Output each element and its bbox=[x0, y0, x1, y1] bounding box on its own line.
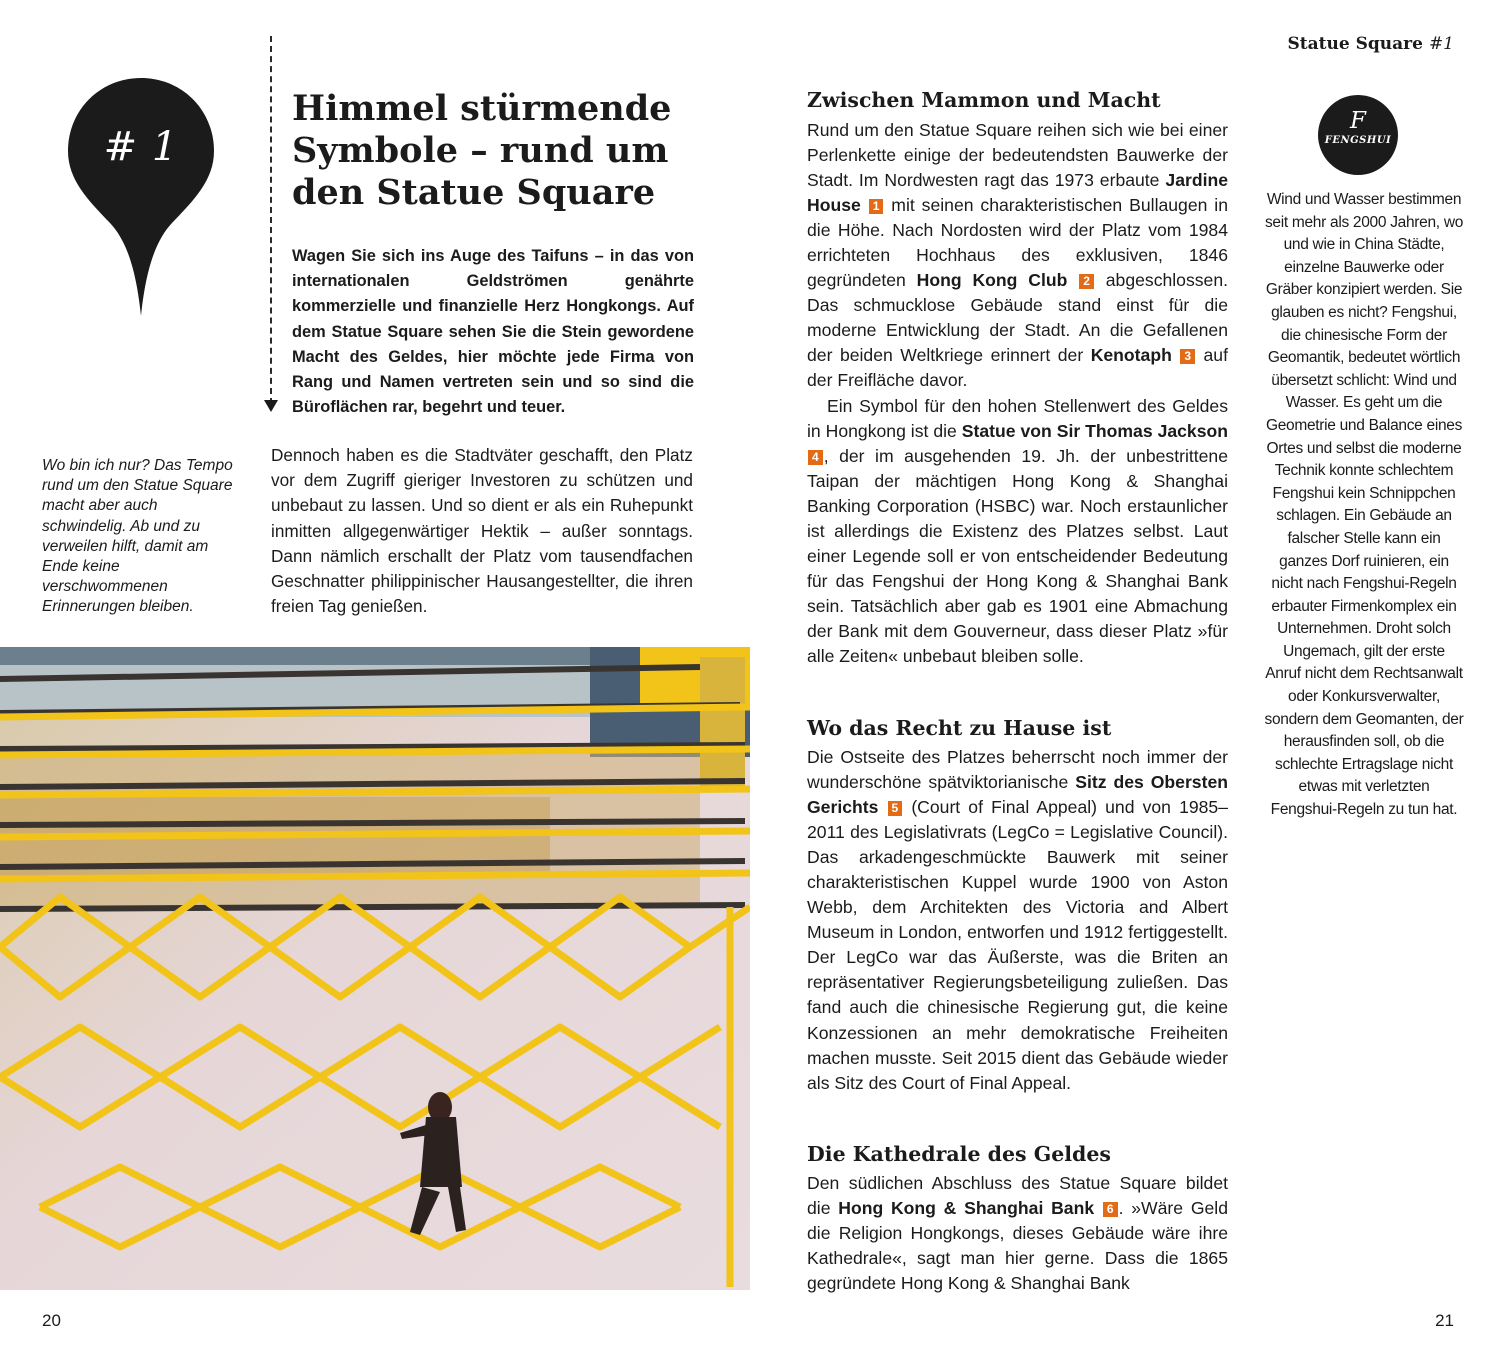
fengshui-letter: F bbox=[1350, 108, 1366, 134]
place-jardine-house: Jardine House bbox=[807, 170, 1228, 216]
text-segment: Rund um den Statue Square reihen sich wie bei einer Perlenkette einige der bedeutendsten Bauwerke der Stadt. Im Nordwesten ragt das 1973 erbaute bbox=[807, 120, 1228, 191]
arrow-down-icon bbox=[264, 400, 278, 412]
section-heading-kathedrale: Die Kathedrale des Geldes bbox=[807, 1142, 1111, 1166]
text-segment: Ein Symbol für den hohen Stellenwert des Geldes in Hongkong ist die bbox=[807, 396, 1228, 442]
marker-badge-5: 5 bbox=[888, 801, 903, 816]
article-title bbox=[292, 88, 732, 214]
fengshui-word: FENGSHUI bbox=[1324, 135, 1392, 146]
statue-square-photo bbox=[0, 647, 750, 1290]
page-number-right: 21 bbox=[1435, 1311, 1454, 1330]
section-heading-recht: Wo das Recht zu Hause ist bbox=[807, 716, 1112, 740]
place-hsbc: Hong Kong & Shanghai Bank bbox=[838, 1198, 1095, 1219]
marker-badge-1: 1 bbox=[869, 199, 884, 214]
text-segment: (Court of Final Appeal) und von 1985–2011 des Legislativrats (LegCo = Legislative Council). Das arkadengeschmückte Bauwerk mit seiner charakteristischen Kuppel wurde 1900 von Aston Webb, dem Architekten des Victoria and Albert Museum in London, entworfen und 1912 fertiggestellt. Der LegCo war das Äußerste, was die Briten an repräsentativer Regierungsbeteiligung zuließen. Das fand auch die chinesische Regierung gut, die keine Konzessionen an mehr demokratische Freiheiten machen musste. Seit 2015 dient das Gebäude wieder als Sitz des Court of Final Appeal. bbox=[807, 797, 1228, 1093]
section-mammon-paragraph-2 bbox=[807, 394, 1228, 670]
running-header-title: Statue Square bbox=[1287, 34, 1423, 54]
text-segment: , der im ausgehenden 19. Jh. der unbestrittene Taipan der mächtigen Hong Kong & Shanghai Banking Corporation (HSBC) war. Noch erstaunlicher ist allerdings die Existenz des Platzes selbst. Laut einer Legende soll er von entscheidender Bedeutung für das Fengshui der Hong Kong & Shanghai Bank sein. Tatsächlich aber gab es 1901 eine Abmachung der Bank mit dem Gouverneur, dass dieser Platz »für alle Zeiten« unbebaut bleiben solle. bbox=[807, 446, 1228, 667]
text-segment: auf der Freifläche davor. bbox=[807, 345, 1228, 391]
title-bold: rund um den Statue Square bbox=[292, 130, 669, 213]
marker-badge-3: 3 bbox=[1180, 349, 1195, 364]
text-segment: abgeschlossen. Das schmucklose Gebäude stand einst für die moderne Entwicklung der Stadt. An die Gefallenen der beiden Weltkriege erinnert der bbox=[807, 270, 1229, 366]
pin-label: # 1 bbox=[103, 124, 179, 170]
section-kathedrale-paragraph bbox=[807, 1171, 1228, 1296]
page-number-left: 20 bbox=[42, 1311, 61, 1330]
text-segment: mit seinen charakteristischen Bullaugen in die Höhe. Nach Nordosten wird der Platz vom 1984 errichteten Hochhaus des exklusiven, 1846 gegründeten bbox=[807, 195, 1229, 291]
intro-paragraph: Dennoch haben es die Stadtväter geschafft, den Platz vor dem Zugriff gieriger Investoren zu schützen und unbebaut zu lassen. Und so dient er als ein Ruhepunkt inmitten allgegenwärtiger Hektik – außer sonntags. Dann nämlich erschallt der Platz vom tausendfachen Geschnatter philippinischer Hausangestellter, die ihren freien Tag genießen. bbox=[271, 445, 693, 617]
running-header-number: #1 bbox=[1428, 34, 1454, 54]
marker-badge-6: 6 bbox=[1103, 1202, 1118, 1217]
place-oberstes-gericht: Sitz des Obersten Gerichts bbox=[807, 772, 1228, 818]
text-segment: Den südlichen Abschluss des Statue Square bildet die bbox=[807, 1173, 1228, 1219]
location-pin-icon bbox=[66, 78, 216, 316]
section-heading-mammon: Zwischen Mammon und Macht bbox=[807, 88, 1161, 112]
fengshui-badge bbox=[1318, 95, 1398, 175]
dashed-divider bbox=[270, 36, 272, 404]
side-note: Wo bin ich nur? Das Tempo rund um den Statue Square macht aber auch schwindelig. Ab und zu verweilen hilft, damit am Ende keine verschwommenen Erinnerungen bleiben. bbox=[42, 457, 233, 616]
place-kenotaph: Kenotaph bbox=[1090, 345, 1172, 366]
text-segment: Die Ostseite des Platzes beherrscht noch immer der wunderschöne spätviktorianische bbox=[807, 747, 1228, 793]
section-recht-paragraph bbox=[807, 745, 1228, 1096]
place-hong-kong-club: Hong Kong Club bbox=[916, 270, 1068, 291]
title-regular: Himmel stürmende Symbole – bbox=[292, 88, 672, 171]
text-segment: . »Wäre Geld die Religion Hongkongs, dieses Gebäude wäre ihre Kathedrale«, sagt man hier gerne. Dass die 1865 gegründete Hong Kong & Shanghai Bank bbox=[807, 1198, 1228, 1294]
marker-badge-2: 2 bbox=[1079, 274, 1094, 289]
running-header bbox=[1288, 34, 1454, 54]
marker-badge-4: 4 bbox=[808, 450, 823, 465]
place-statue-jackson: Statue von Sir Thomas Jackson bbox=[961, 421, 1228, 442]
fengshui-text: Wind und Wasser bestimmen seit mehr als 2000 Jahren, wo und wie in China Städte, einzelne Bauwerke oder Gräber konzipiert werden. Sie glauben es nicht? Fengshui, die chinesische Form der Geomantik, bedeutet wörtlich übersetzt schlicht: Wind und Wasser. Es geht um die Geometrie und Balance eines Ortes und selbst die moderne Technik konnte schlechtem Fengshui kein Schnippchen schlagen. Ein Gebäude an falscher Stelle kann ein ganzes Dorf ruinieren, ein nicht nach Fengshui-Regeln erbauter Firmenkomplex ein Unternehmen. Droht solch Ungemach, gilt der erste Anruf nicht dem Rechtsanwalt oder Konkursverwalter, sondern dem Geomanten, der herausfinden soll, ob die schlechte Ertragslage nicht etwas mit verletzten Fengshui-Regeln zu tun hat. bbox=[1264, 191, 1464, 819]
lead-paragraph: Wagen Sie sich ins Auge des Taifuns – in das von internationalen Geldströmen genährte kommerzielle und finanzielle Herz Hongkongs. Auf dem Statue Square sehen Sie die Stein gewordene Macht des Geldes, hier möchte jede Firma von Rang und Namen vertreten sein und so sind die Büroflächen rar, begehrt und teuer. bbox=[292, 247, 694, 417]
section-mammon-paragraph-1 bbox=[807, 118, 1228, 394]
